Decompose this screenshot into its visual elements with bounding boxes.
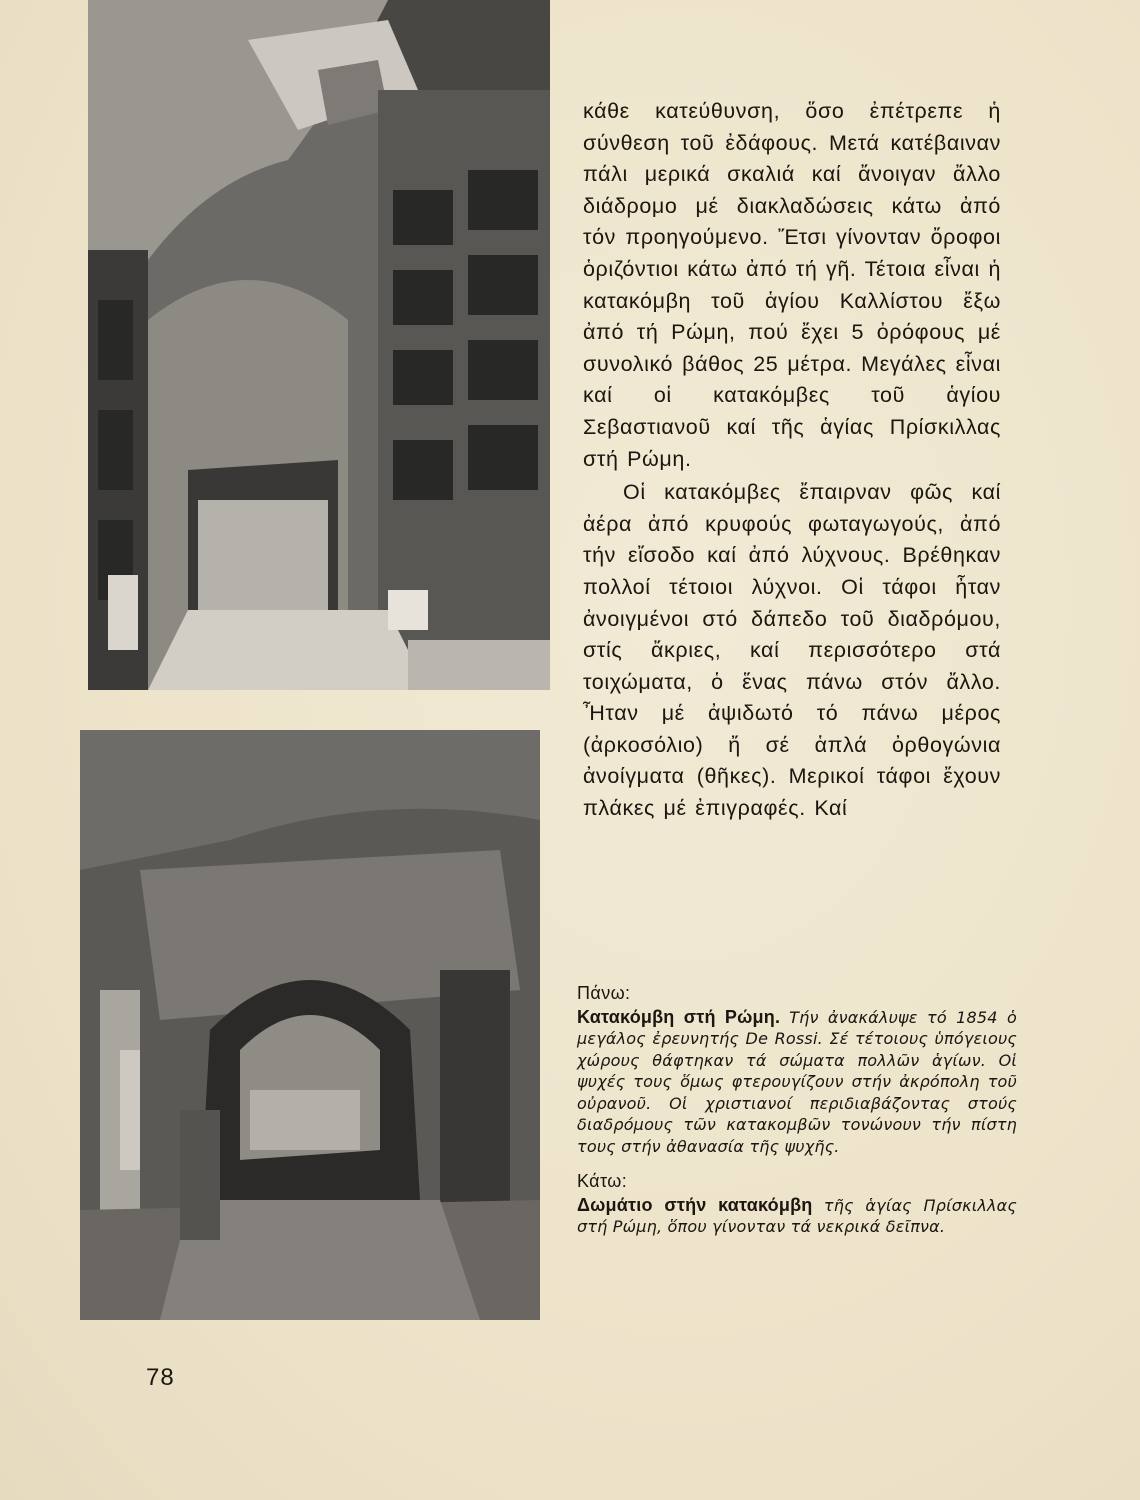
- caption-bottom-title: Δωμάτιο στήν κατακόμβη: [577, 1194, 813, 1215]
- caption-top-title: Κατακόμβη στή Ρώμη.: [577, 1006, 781, 1027]
- catacomb-room-photo: [80, 730, 540, 1320]
- caption-top-label: Πάνω:: [577, 983, 631, 1003]
- caption-bottom-label: Κάτω:: [577, 1171, 628, 1191]
- body-paragraph-1: κάθε κατεύθυνση, ὅσο ἐπέτρεπε ἡ σύνθεση τοῦ ἐδάφους. Μετά κατέβαιναν πάλι μερικά σκαλιά καί ἄνοιγαν ἄλλο διάδρομο μέ διακλαδώσεις κάτω ἀπό τόν προηγούμενο. Ἔτσι γίνονταν ὄροφοι ὁριζόντιοι κάτω ἀπό τή γῆ. Τέτοια εἶναι ἡ κατακόμβη τοῦ ἁγίου Καλλίστου ἔξω ἀπό τή Ρώμη, πού ἔχει 5 ὀρόφους μέ συνολικό βάθος 25 μέτρα. Μεγάλες εἶναι καί οἱ κατακόμβες τοῦ ἁγίου Σεβαστιανοῦ καί τῆς ἁγίας Πρίσκιλλας στή Ρώμη.: [583, 99, 1001, 471]
- caption-top: [577, 1007, 1017, 1158]
- photo-captions: [577, 983, 1017, 1238]
- caption-bottom-text: τῆς ἁγίας Πρίσκιλλας στή Ρώμη, ὅπου γίνονταν τά νεκρικά δεῖπνα.: [577, 1195, 1017, 1236]
- body-text-column: [583, 96, 1001, 825]
- caption-bottom: [577, 1195, 1017, 1238]
- caption-top-text: Τήν ἀνακάλυψε τό 1854 ὁ μεγάλος ἐρευνητής De Rossi. Σέ τέτοιους ὑπόγειους χώρους θάφτηκαν τά σώματα πολλῶν ἁγίων. Οἱ ψυχές τους ὅμως φτερουγίζουν στήν ἀκρόπολη τοῦ οὐρανοῦ. Οἱ χριστιανοί περιδιαβάζοντας στούς διαδρόμους τῶν κατακομβῶν τονώνουν τήν πίστη τους στήν ἀθανασία τῆς ψυχῆς.: [577, 1007, 1017, 1156]
- body-paragraph-2: Οἱ κατακόμβες ἔπαιρναν φῶς καί ἀέρα ἀπό κρυφούς φωταγωγούς, ἀπό τήν εἴσοδο καί ἀπό λύχνους. Βρέθηκαν πολλοί τέτοιοι λύχνοι. Οἱ τάφοι ἦταν ἀνοιγμένοι στό δάπεδο τοῦ διαδρόμου, στίς ἄκριες, καί περισσότερο στά τοιχώματα, ὁ ἕνας πάνω στόν ἄλλο. Ἦταν μέ ἀψιδωτό τό πάνω μέρος (ἀρκοσόλιο) ἤ σέ ἁπλά ὀρθογώνια ἀνοίγματα (θῆκες). Μερικοί τάφοι ἔχουν πλάκες μέ ἐπιγραφές. Καί: [583, 480, 1001, 821]
- catacomb-corridor-photo: [88, 0, 550, 690]
- page-number: 78: [146, 1364, 175, 1391]
